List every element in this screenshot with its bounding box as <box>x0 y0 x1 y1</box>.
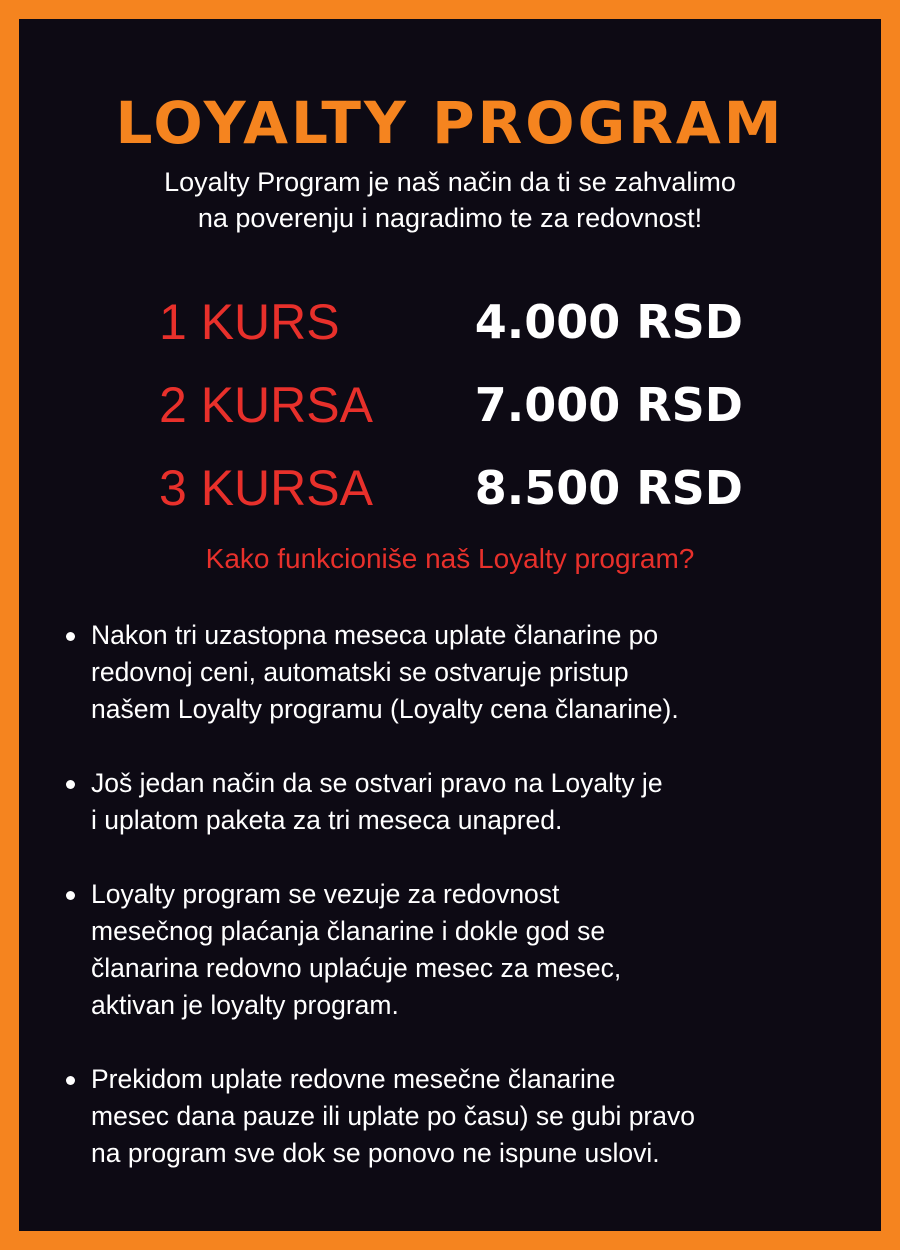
page-title: LOYALTY PROGRAM <box>115 89 785 157</box>
price-row-3 <box>19 453 881 523</box>
bullet-dot-icon <box>66 780 75 789</box>
list-item-line: i uplatom paketa za tri meseca unapred. <box>91 805 563 835</box>
course-label: 2 KURSA <box>159 377 373 433</box>
list-item <box>63 765 863 839</box>
price-row-1 <box>19 287 881 357</box>
bullet-dot-icon <box>66 891 75 900</box>
price-row-2 <box>19 370 881 440</box>
list-item-line: našem Loyalty programu (Loyalty cena članarine). <box>91 694 679 724</box>
bullet-dot-icon <box>66 632 75 641</box>
list-item-line: Još jedan način da se ostvari pravo na Loyalty je <box>91 768 663 798</box>
list-item <box>63 1061 863 1172</box>
list-item-line: na program sve dok se ponovo ne ispune uslovi. <box>91 1138 660 1168</box>
course-label: 3 KURSA <box>159 460 373 516</box>
rules-list <box>63 617 863 1209</box>
how-it-works-heading: Kako funkcioniše naš Loyalty program? <box>205 543 695 574</box>
list-item-line: aktivan je loyalty program. <box>91 990 399 1020</box>
subtitle-line-2: na poverenju i nagradimo te za redovnost! <box>197 203 703 233</box>
list-item-line: Loyalty program se vezuje za redovnost <box>91 879 560 909</box>
course-price: 8.500 RSD <box>474 461 743 515</box>
list-item-line: Prekidom uplate redovne mesečne članarine <box>91 1064 616 1094</box>
course-price: 7.000 RSD <box>474 378 743 432</box>
list-item-line: Nakon tri uzastopna meseca uplate članarine po <box>91 620 659 650</box>
list-item <box>63 876 863 1024</box>
list-item-line: mesec dana pauze ili uplate po času) se gubi pravo <box>91 1101 695 1131</box>
subtitle <box>79 164 821 236</box>
course-price: 4.000 RSD <box>474 295 743 349</box>
list-item-line: članarina redovno uplaćuje mesec za mesec, <box>91 953 622 983</box>
loyalty-card <box>19 19 881 1231</box>
list-item-line: mesečnog plaćanja članarine i dokle god se <box>91 916 606 946</box>
subtitle-line-1: Loyalty Program je naš način da ti se zahvalimo <box>164 167 736 197</box>
course-label: 1 KURS <box>159 294 340 350</box>
bullet-dot-icon <box>66 1076 75 1085</box>
list-item-line: redovnoj ceni, automatski se ostvaruje pristup <box>91 657 629 687</box>
list-item <box>63 617 863 728</box>
